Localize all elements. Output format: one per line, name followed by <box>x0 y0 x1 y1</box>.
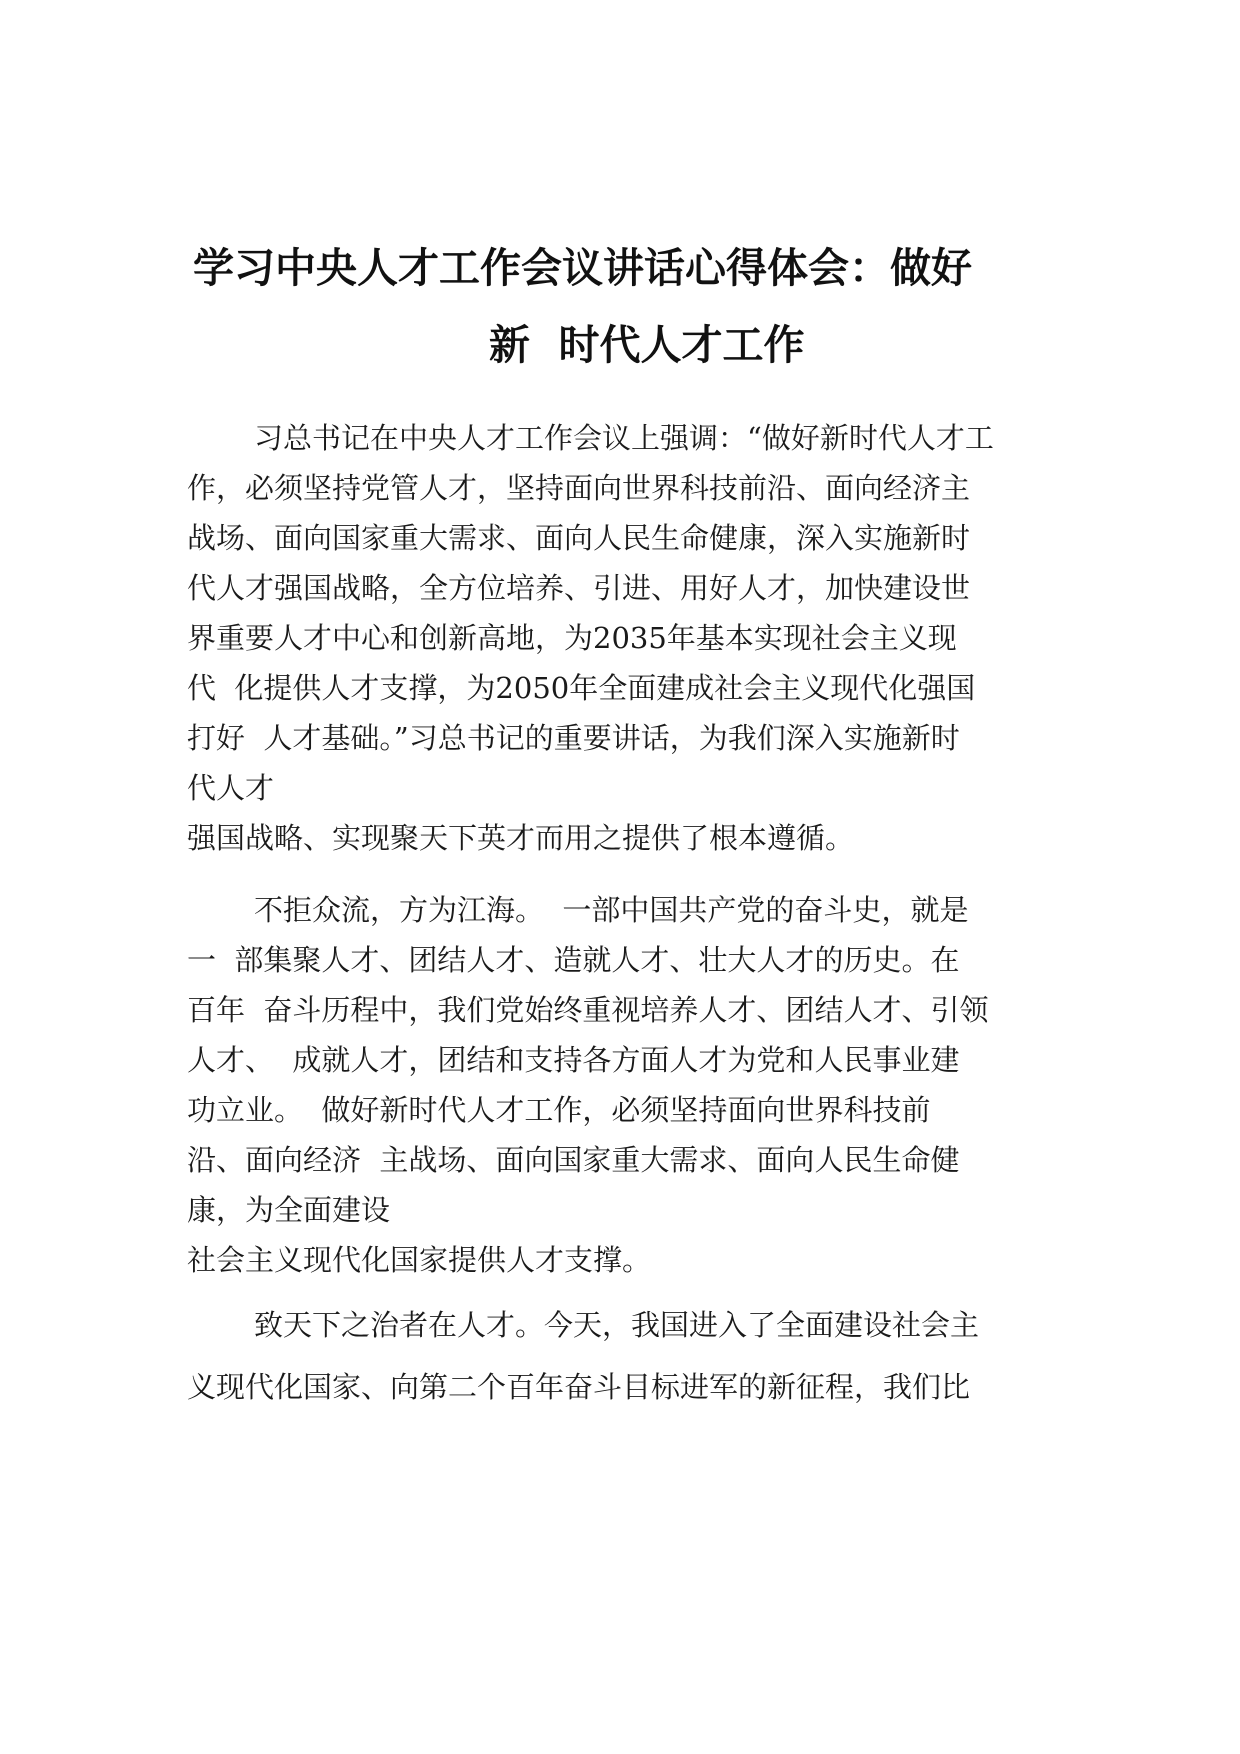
title-line-1: 学习中央人才工作会议讲话心得体会：做好 <box>193 244 972 292</box>
body-line: 代人才 <box>187 771 275 805</box>
body-line: 战场、面向国家重大需求、面向人民生命健康，深入实施新时 <box>187 521 971 555</box>
body-line: 沿、面向经济 主战场、面向国家重大需求、面向人民生命健 <box>187 1143 960 1177</box>
body-line: 打好 人才基础。”习总书记的重要讲话，为我们深入实施新时 <box>187 721 960 755</box>
body-line: 不拒众流，方为江海。 一部中国共产党的奋斗史，就是 <box>254 893 969 927</box>
body-line: 社会主义现代化国家提供人才支撑。 <box>187 1243 652 1277</box>
body-line: 康，为全面建设 <box>187 1193 391 1227</box>
title-line-2: 新 时代人才工作 <box>489 321 805 369</box>
body-line: 义现代化国家、向第二个百年奋斗目标进军的新征程，我们比 <box>187 1370 971 1404</box>
body-line: 致天下之治者在人才。今天，我国进入了全面建设社会主 <box>254 1308 980 1342</box>
body-line: 强国战略、实现聚天下英才而用之提供了根本遵循。 <box>187 821 855 855</box>
body-line: 代 化提供人才支撑，为2050年全面建成社会主义现代化强国 <box>187 671 976 705</box>
body-line: 代人才强国战略，全方位培养、引进、用好人才，加快建设世 <box>187 571 971 605</box>
body-line: 习总书记在中央人才工作会议上强调：“做好新时代人才工 <box>254 421 994 455</box>
body-line: 界重要人才中心和创新高地，为2035年基本实现社会主义现 <box>187 621 957 655</box>
body-line: 人才、 成就人才，团结和支持各方面人才为党和人民事业建 <box>187 1043 960 1077</box>
body-line: 一 部集聚人才、团结人才、造就人才、壮大人才的历史。在 <box>187 943 960 977</box>
body-line: 功立业。 做好新时代人才工作，必须坚持面向世界科技前 <box>187 1093 931 1127</box>
body-line: 百年 奋斗历程中，我们党始终重视培养人才、团结人才、引领 <box>187 993 989 1027</box>
body-line: 作，必须坚持党管人才，坚持面向世界科技前沿、面向经济主 <box>187 471 971 505</box>
